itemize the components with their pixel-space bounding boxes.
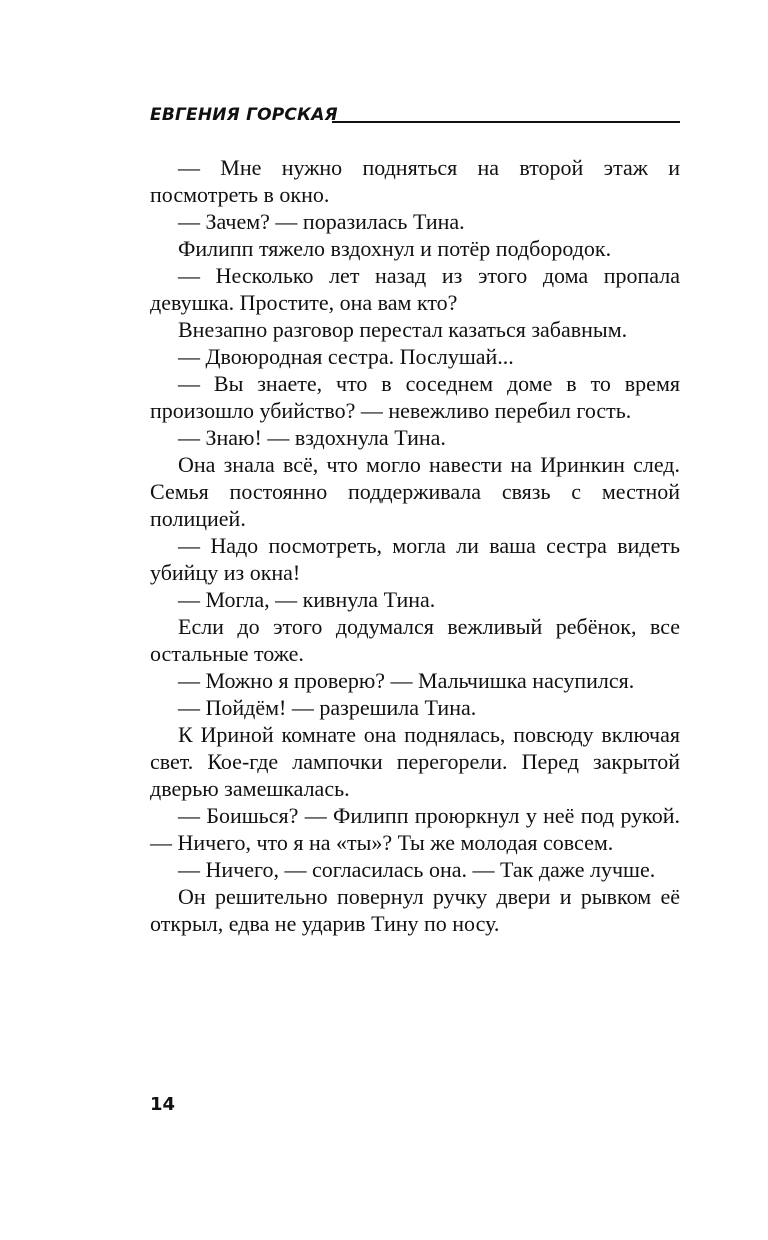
paragraph: — Пойдём! — разрешила Тина. bbox=[178, 695, 477, 720]
paragraph: Филипп тяжело вздохнул и потёр подбородок. bbox=[178, 236, 612, 261]
page-number: 14 bbox=[150, 1094, 176, 1115]
paragraph: — Несколько лет назад из этого дома пропала девушка. Простите, она вам кто? bbox=[150, 263, 680, 315]
paragraph: Она знала всё, что могло навести на Иринкин след. Семья постоянно поддерживала связь с местной полицией. bbox=[150, 452, 680, 531]
header-rule bbox=[332, 121, 680, 123]
paragraph: Он решительно повернул ручку двери и рывком её открыл, едва не ударив Тину по носу. bbox=[150, 884, 680, 936]
paragraph: — Двоюродная сестра. Послушай... bbox=[178, 344, 514, 369]
paragraph: — Можно я проверю? — Мальчишка насупился. bbox=[178, 668, 635, 693]
paragraph: Внезапно разговор перестал казаться забавным. bbox=[178, 317, 628, 342]
paragraph: — Знаю! — вздохнула Тина. bbox=[178, 425, 446, 450]
paragraph: — Надо посмотреть, могла ли ваша сестра видеть убийцу из окна! bbox=[150, 533, 680, 585]
paragraph: — Ничего, — согласилась она. — Так даже лучше. bbox=[178, 857, 656, 882]
paragraph: Если до этого додумался вежливый ребёнок, все остальные тоже. bbox=[150, 614, 680, 666]
paragraph: — Могла, — кивнула Тина. bbox=[178, 587, 436, 612]
paragraph: — Зачем? — поразилась Тина. bbox=[178, 209, 465, 234]
body-text bbox=[150, 154, 680, 937]
paragraph: — Боишься? — Филипп проюркнул у неё под рукой. — Ничего, что я на «ты»? Ты же молодая совсем. bbox=[150, 803, 680, 855]
paragraph: К Ириной комнате она поднялась, повсюду включая свет. Кое-где лампочки перегорели. Перед закрытой дверью замешкалась. bbox=[150, 722, 680, 801]
paragraph: — Мне нужно подняться на второй этаж и посмотреть в окно. bbox=[150, 155, 680, 207]
running-header bbox=[150, 104, 680, 128]
paragraph: — Вы знаете, что в соседнем доме в то время произошло убийство? — невежливо перебил гость. bbox=[150, 371, 680, 423]
running-header-author: ЕВГЕНИЯ ГОРСКАЯ bbox=[150, 105, 338, 125]
